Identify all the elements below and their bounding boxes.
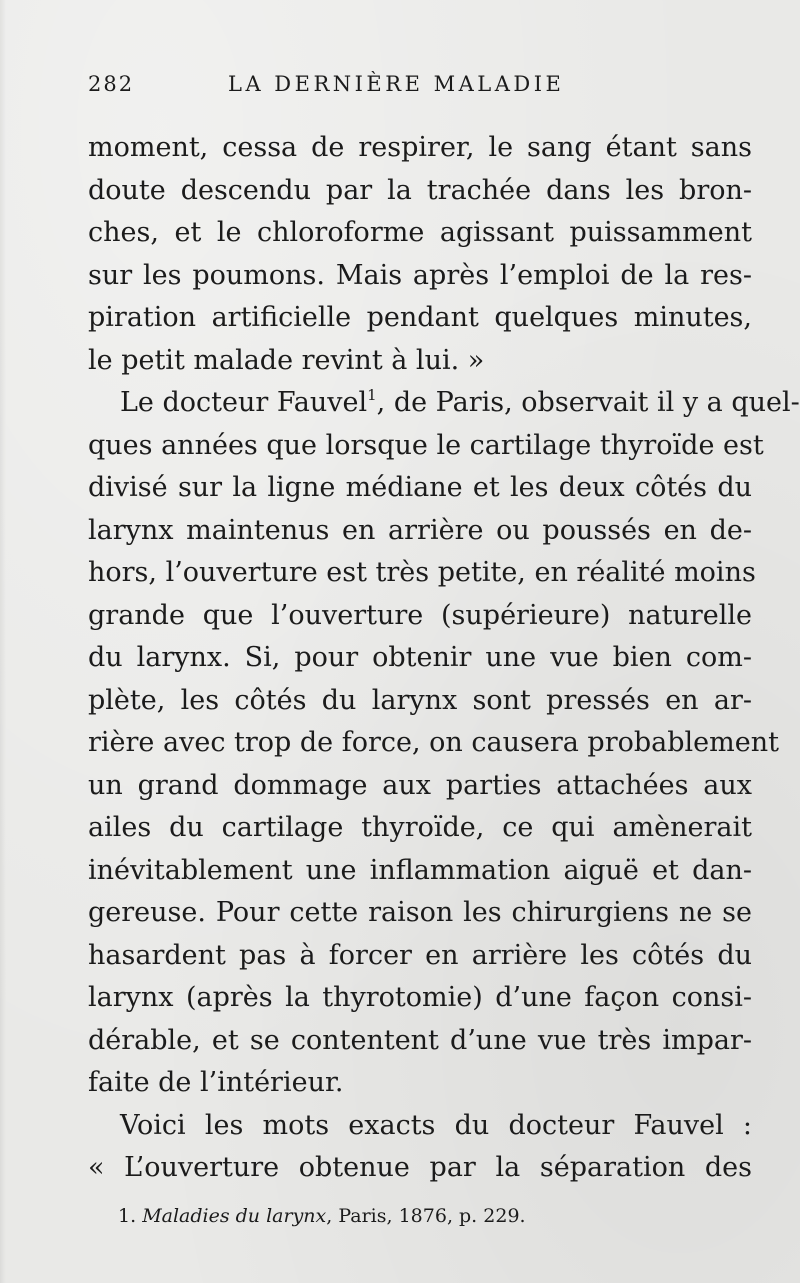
text-line: hasardent pas à forcer en arrière les côtés du bbox=[88, 939, 752, 971]
text-line: sur les poumons. Mais après l’emploi de la res- bbox=[88, 259, 752, 291]
footnote bbox=[118, 1205, 618, 1227]
footnote-citation: , Paris, 1876, p. 229. bbox=[326, 1205, 526, 1227]
text-line: le petit malade revint à lui. » bbox=[88, 344, 485, 376]
running-head bbox=[88, 72, 748, 106]
text-line: ches, et le chloroforme agissant puissamment bbox=[88, 217, 752, 248]
text-line: piration artificielle pendant quelques minutes, bbox=[88, 302, 752, 333]
footnote-work-title: Maladies du larynx bbox=[142, 1205, 327, 1227]
text-line: divisé sur la ligne médiane et les deux côtés du bbox=[88, 472, 752, 503]
text-line: ailes du cartilage thyroïde, ce qui amènerait bbox=[88, 812, 752, 843]
text-line: grande que l’ouverture (supérieure) naturelle bbox=[88, 599, 752, 631]
text-line: larynx (après la thyrotomie) d’une façon consi- bbox=[88, 982, 752, 1013]
text-line: doute descendu par la trachée dans les bron- bbox=[88, 174, 752, 206]
text-line: inévitablement une inflammation aiguë et dan- bbox=[88, 854, 752, 886]
running-title: LA DERNIÈRE MALADIE bbox=[228, 72, 565, 96]
text-line: larynx maintenus en arrière ou poussés en de- bbox=[88, 514, 752, 546]
footnote-number: 1. bbox=[118, 1205, 137, 1227]
text-line: plète, les côtés du larynx sont pressés en ar- bbox=[88, 684, 752, 716]
text-line: du larynx. Si, pour obtenir une vue bien com- bbox=[88, 642, 752, 673]
text-line: hors, l’ouverture est très petite, en réalité moins bbox=[88, 557, 756, 588]
text-line: Voici les mots exacts du docteur Fauvel : bbox=[120, 1109, 752, 1141]
text-segment: , de Paris, observait il y a quel- bbox=[376, 387, 800, 418]
page-edge-shadow bbox=[0, 0, 6, 1283]
text-line: gereuse. Pour cette raison les chirurgiens ne se bbox=[88, 897, 752, 928]
text-line-with-note bbox=[88, 382, 800, 425]
text-line: un grand dommage aux parties attachées aux bbox=[88, 769, 752, 801]
text-line: rière avec trop de force, on causera probablement bbox=[88, 727, 779, 758]
text-line: « L’ouverture obtenue par la séparation des bbox=[88, 1152, 752, 1183]
page-number: 282 bbox=[88, 72, 135, 96]
text-segment: Le docteur Fauvel bbox=[120, 387, 368, 418]
text-line: faite de l’intérieur. bbox=[88, 1067, 344, 1098]
text-line: moment, cessa de respirer, le sang étant sans bbox=[88, 132, 752, 163]
body-text bbox=[88, 127, 800, 1190]
text-line: dérable, et se contentent d’une vue très impar- bbox=[88, 1024, 752, 1056]
text-line: ques années que lorsque le cartilage thyroïde est bbox=[88, 429, 764, 461]
footnote-marker: 1 bbox=[367, 386, 377, 404]
